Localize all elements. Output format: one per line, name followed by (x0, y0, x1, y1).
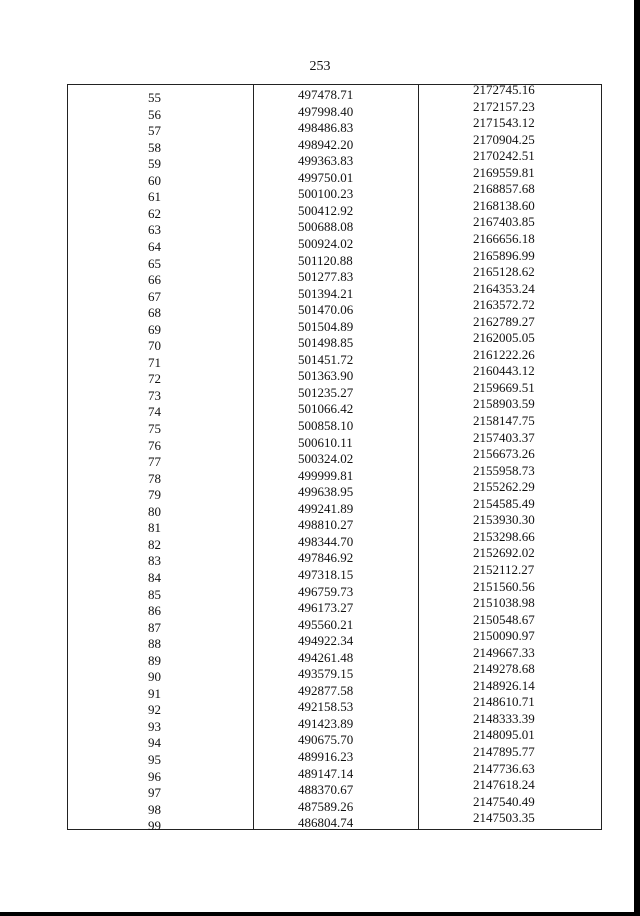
coordinate-table (67, 82, 602, 834)
y-coordinate-cell: 2155958.73 (473, 462, 535, 478)
y-coordinate-cell: 2163572.72 (473, 297, 535, 313)
x-coordinate-cell: 500924.02 (298, 235, 354, 251)
point-number-cell: 56 (148, 106, 161, 122)
y-coordinate-cell: 2149667.33 (473, 644, 535, 660)
point-number-cell: 91 (148, 685, 161, 701)
x-coordinate-cell: 501451.72 (298, 351, 354, 367)
page-edge-right (634, 0, 640, 916)
y-coordinate-cell: 2170242.51 (473, 148, 535, 164)
y-coordinate-cell: 2151560.56 (473, 578, 535, 594)
x-coordinate-cell: 489147.14 (298, 765, 354, 781)
x-coordinate-cell: 490675.70 (298, 732, 354, 748)
x-coordinate-cell: 501498.85 (298, 335, 354, 351)
x-coordinate-cell: 492158.53 (298, 699, 354, 715)
point-number-cell: 72 (148, 371, 161, 387)
y-coordinate-cell: 2157403.37 (473, 429, 535, 445)
y-coordinate-cell: 2147895.77 (473, 744, 535, 759)
x-coordinate-cell: 486804.74 (298, 815, 354, 831)
point-number-cell: 80 (148, 503, 161, 519)
point-number-cell: 88 (148, 636, 161, 652)
point-number-cell: 75 (148, 421, 161, 436)
point-number-cell: 64 (148, 238, 161, 254)
x-coordinate-cell: 498344.70 (298, 533, 354, 549)
point-number-cell: 57 (148, 123, 161, 139)
point-number-cell: 61 (148, 189, 161, 205)
y-coordinate-cell: 2148610.71 (473, 694, 535, 710)
y-coordinate-cell: 2153930.30 (473, 512, 535, 528)
table-row (68, 810, 601, 834)
y-coordinate-cell: 2172157.23 (473, 98, 535, 114)
x-coordinate-cell: 501394.21 (298, 285, 354, 301)
point-number-cell: 81 (148, 520, 161, 536)
x-coordinate-cell: 499363.83 (298, 153, 354, 169)
point-number-cell: 68 (148, 305, 161, 321)
y-coordinate-cell: 2171543.12 (473, 115, 535, 131)
y-coordinate-cell: 2159669.51 (473, 379, 535, 395)
point-number-cell: 76 (148, 437, 161, 453)
y-coordinate-cell: 2161222.26 (473, 346, 535, 362)
x-coordinate-cell: 501470.06 (298, 302, 354, 318)
x-coordinate-cell: 493579.15 (298, 666, 354, 682)
x-coordinate-cell: 497998.40 (298, 103, 354, 119)
x-coordinate-cell: 494261.48 (298, 649, 354, 665)
y-coordinate-cell: 2155262.29 (473, 479, 535, 495)
y-coordinate-cell: 2158903.59 (473, 396, 535, 412)
x-coordinate-cell: 500610.11 (298, 434, 353, 450)
y-coordinate-cell: 2156673.26 (473, 446, 535, 462)
x-coordinate-cell: 500688.08 (298, 219, 354, 235)
y-coordinate-cell: 2151038.98 (473, 595, 535, 611)
point-number-cell: 62 (148, 205, 161, 221)
x-coordinate-cell: 498810.27 (298, 517, 354, 533)
x-coordinate-cell: 496759.73 (298, 583, 354, 599)
point-number-cell: 58 (148, 139, 161, 155)
y-coordinate-cell: 2147618.24 (473, 777, 535, 793)
y-coordinate-cell: 2152112.27 (473, 561, 535, 577)
y-coordinate-cell: 2148333.39 (473, 710, 535, 726)
point-number-cell: 65 (148, 255, 161, 271)
y-coordinate-cell: 2150548.67 (473, 611, 535, 627)
x-coordinate-cell: 489916.23 (298, 749, 354, 764)
y-coordinate-cell: 2153298.66 (473, 528, 535, 544)
point-number-cell: 73 (148, 387, 161, 403)
y-coordinate-cell: 2166656.18 (473, 230, 535, 246)
y-coordinate-cell: 2150090.97 (473, 628, 535, 644)
x-coordinate-cell: 499638.95 (298, 484, 354, 500)
x-coordinate-cell: 501504.89 (298, 318, 354, 334)
x-coordinate-cell: 497478.71 (298, 87, 354, 102)
point-number-cell: 84 (148, 569, 161, 585)
x-coordinate-cell: 500324.02 (298, 451, 354, 467)
point-number-cell: 55 (148, 90, 161, 105)
y-coordinate-cell: 2148095.01 (473, 727, 535, 743)
y-coordinate-cell: 2154585.49 (473, 495, 535, 511)
point-number-cell: 97 (148, 785, 161, 801)
point-number-cell: 78 (148, 470, 161, 486)
point-number-cell: 79 (148, 487, 161, 503)
page-number: 253 (309, 59, 331, 74)
point-number-cell: 86 (148, 603, 161, 619)
y-coordinate-cell: 2165128.62 (473, 264, 535, 280)
x-coordinate-cell: 499999.81 (298, 467, 354, 483)
x-coordinate-cell: 495560.21 (298, 616, 354, 632)
x-coordinate-cell: 501120.88 (298, 252, 353, 268)
x-coordinate-cell: 497846.92 (298, 550, 354, 566)
y-coordinate-cell: 2160443.12 (473, 363, 535, 379)
point-number-cell: 87 (148, 619, 161, 635)
x-coordinate-cell: 494922.34 (298, 633, 354, 649)
point-number-cell: 71 (148, 354, 161, 370)
point-number-cell: 60 (148, 172, 161, 188)
point-number-cell: 93 (148, 718, 161, 734)
y-coordinate-cell: 2152692.02 (473, 545, 535, 561)
point-number-cell: 59 (148, 156, 161, 172)
x-coordinate-cell: 492877.58 (298, 682, 354, 698)
point-number-cell: 67 (148, 288, 161, 304)
y-coordinate-cell: 2147540.49 (473, 793, 535, 809)
y-coordinate-cell: 2172745.16 (473, 82, 535, 97)
y-coordinate-cell: 2148926.14 (473, 677, 535, 693)
y-coordinate-cell: 2149278.68 (473, 661, 535, 677)
y-coordinate-cell: 2147503.35 (473, 810, 535, 826)
y-coordinate-cell: 2165896.99 (473, 247, 535, 263)
x-coordinate-cell: 498942.20 (298, 136, 354, 152)
point-number-cell: 70 (148, 338, 161, 354)
y-coordinate-cell: 2168857.68 (473, 181, 535, 197)
point-number-cell: 63 (148, 222, 161, 238)
point-number-cell: 89 (148, 652, 161, 668)
x-coordinate-cell: 500100.23 (298, 186, 354, 202)
point-number-cell: 66 (148, 272, 161, 288)
point-number-cell: 85 (148, 586, 161, 602)
y-coordinate-cell: 2162005.05 (473, 330, 535, 346)
point-number-cell: 74 (148, 404, 161, 420)
y-coordinate-cell: 2167403.85 (473, 214, 535, 230)
page-edge-bottom (0, 912, 640, 916)
y-coordinate-cell: 2147736.63 (473, 760, 535, 776)
x-coordinate-cell: 500858.10 (298, 418, 354, 433)
y-coordinate-cell: 2164353.24 (473, 280, 535, 296)
x-coordinate-cell: 501235.27 (298, 384, 354, 400)
point-number-cell: 90 (148, 669, 161, 685)
point-number-cell: 77 (148, 454, 161, 470)
point-number-cell: 94 (148, 735, 161, 751)
x-coordinate-cell: 497318.15 (298, 566, 354, 582)
x-coordinate-cell: 496173.27 (298, 600, 354, 616)
point-number-cell: 82 (148, 536, 161, 552)
x-coordinate-cell: 491423.89 (298, 715, 354, 731)
x-coordinate-cell: 501363.90 (298, 368, 354, 384)
y-coordinate-cell: 2168138.60 (473, 197, 535, 213)
y-coordinate-cell: 2170904.25 (473, 131, 535, 147)
point-number-cell: 95 (148, 752, 161, 767)
point-number-cell: 99 (148, 818, 161, 834)
point-number-cell: 92 (148, 702, 161, 718)
point-number-cell: 83 (148, 553, 161, 569)
x-coordinate-cell: 499241.89 (298, 500, 354, 516)
x-coordinate-cell: 501277.83 (298, 269, 354, 285)
x-coordinate-cell: 488370.67 (298, 782, 354, 798)
x-coordinate-cell: 501066.42 (298, 401, 354, 417)
x-coordinate-cell: 498486.83 (298, 120, 354, 136)
x-coordinate-cell: 487589.26 (298, 798, 354, 814)
point-number-cell: 98 (148, 801, 161, 817)
x-coordinate-cell: 500412.92 (298, 202, 354, 218)
point-number-cell: 69 (148, 321, 161, 337)
x-coordinate-cell: 499750.01 (298, 169, 354, 185)
y-coordinate-cell: 2162789.27 (473, 313, 535, 329)
y-coordinate-cell: 2158147.75 (473, 413, 535, 428)
point-number-cell: 96 (148, 768, 161, 784)
y-coordinate-cell: 2169559.81 (473, 164, 535, 180)
